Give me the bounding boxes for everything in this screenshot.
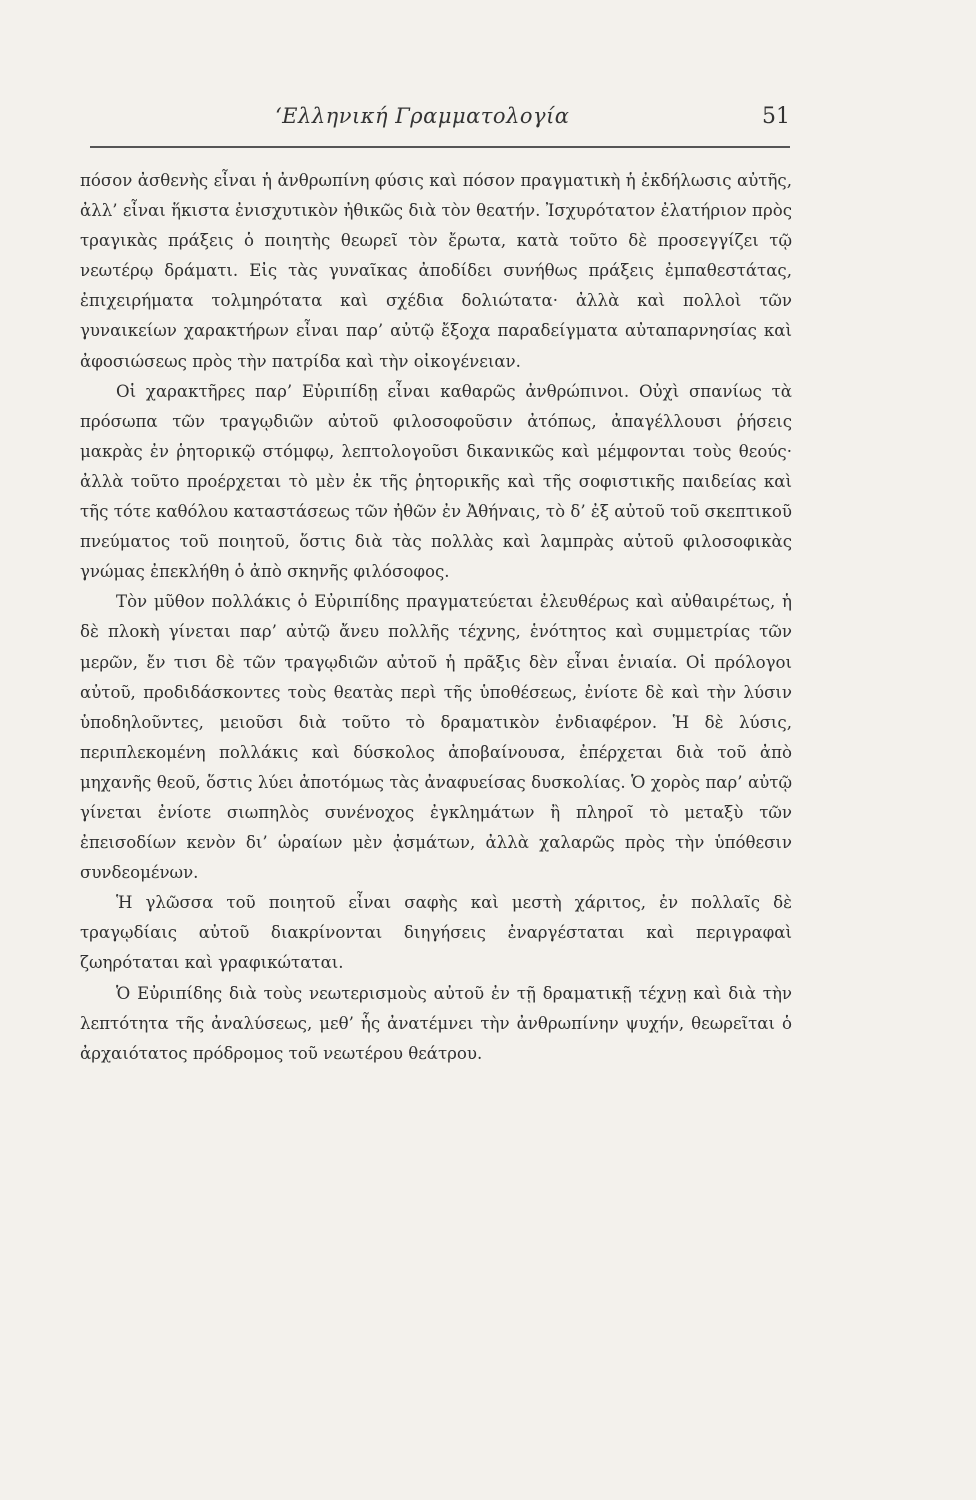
paragraph-1: πόσον ἀσθενὴς εἶναι ἡ ἀνθρωπίνη φύσις καὶ πόσον πραγματικὴ ἡ ἐκδήλωσις αὐτῆς, ἀλλ’ εἶναι ἥκιστα ἐνισχυτικὸν ἠθικῶς διὰ τὸν θεατήν. Ἰσχυρότατον ἐλατήριον πρὸς τραγικὰς πράξεις ὁ ποιητὴς θεωρεῖ τὸν ἔρωτα, κατὰ τοῦτο δὲ προσεγγίζει τῷ νεωτέρῳ δράματι. Εἰς τὰς γυναῖκας ἀποδίδει συνήθως πράξεις ἐμπαθεστάτας, ἐπιχειρήματα τολμηρότατα καὶ σχέδια δολιώτατα· ἀλλὰ καὶ πολλοὶ τῶν γυναικείων χαρακτήρων εἶναι παρ’ αὐτῷ ἔξοχα παραδείγματα αὐταπαρνησίας καὶ ἀφοσιώσεως πρὸς τὴν πατρίδα καὶ τὴν οἰκογένειαν.: [80, 171, 792, 371]
paragraph-3: Τὸν μῦθον πολλάκις ὁ Εὐριπίδης πραγματεύεται ἐλευθέρως καὶ αὐθαιρέτως, ἡ δὲ πλοκὴ γίνεται παρ’ αὐτῷ ἄνευ πολλῆς τέχνης, ἑνότητος καὶ συμμετρίας τῶν μερῶν, ἔν τισι δὲ τῶν τραγῳδιῶν αὐτοῦ ἡ πρᾶξις δὲν εἶναι ἑνιαία. Οἱ πρόλογοι αὐτοῦ, προδιδάσκοντες τοὺς θεατὰς περὶ τῆς ὑποθέσεως, ἐνίοτε δὲ καὶ τὴν λύσιν ὑποδηλοῦντες, μειοῦσι διὰ τοῦτο τὸ δραματικὸν ἐνδιαφέρον. Ἡ δὲ λύσις, περιπλεκομένη πολλάκις καὶ δύσκολος ἀποβαίνουσα, ἐπέρχεται διὰ τοῦ ἀπὸ μηχανῆς θεοῦ, ὅστις λύει ἀποτόμως τὰς ἀναφυείσας δυσκολίας. Ὁ χορὸς παρ’ αὐτῷ γίνεται ἐνίοτε σιωπηλὸς συνένοχος ἐγκλημάτων ἢ πληροῖ τὸ μεταξὺ τῶν ἐπεισοδίων κενὸν δι’ ὡραίων μὲν ᾀσμάτων, ἀλλὰ χαλαρῶς πρὸς τὴν ὑπόθεσιν συνδεομένων.: [80, 592, 792, 883]
body-text: [80, 166, 792, 1069]
paragraph-5: Ὁ Εὐριπίδης διὰ τοὺς νεωτερισμοὺς αὐτοῦ ἐν τῇ δραματικῇ τέχνῃ καὶ διὰ τὴν λεπτότητα τῆς ἀναλύσεως, μεθ’ ἧς ἀνατέμνει τὴν ἀνθρωπίνην ψυχήν, θεωρεῖται ὁ ἀρχαιότατος πρόδρομος τοῦ νεωτέρου θεάτρου.: [80, 983, 792, 1063]
page-number: 51: [762, 104, 790, 129]
paragraph-2: Οἱ χαρακτῆρες παρ’ Εὐριπίδῃ εἶναι καθαρῶς ἀνθρώπινοι. Οὐχὶ σπανίως τὰ πρόσωπα τῶν τραγῳδιῶν αὐτοῦ φιλοσοφοῦσιν ἀτόπως, ἀπαγέλλουσι ῥήσεις μακρὰς ἐν ῥητορικῷ στόμφῳ, λεπτολογοῦσι δικανικῶς καὶ μέμφονται τοὺς θεούς· ἀλλὰ τοῦτο προέρχεται τὸ μὲν ἐκ τῆς ῥητορικῆς καὶ τῆς σοφιστικῆς παιδείας καὶ τῆς τότε καθόλου καταστάσεως τῶν ἠθῶν ἐν Ἀθήναις, τὸ δ’ ἐξ αὐτοῦ τοῦ σκεπτικοῦ πνεύματος τοῦ ποιητοῦ, ὅστις διὰ τὰς πολλὰς καὶ λαμπρὰς αὐτοῦ φιλοσοφικὰς γνώμας ἐπεκλήθη ὁ ἀπὸ σκηνῆς φιλόσοφος.: [80, 381, 792, 582]
paragraph-4: Ἡ γλῶσσα τοῦ ποιητοῦ εἶναι σαφὴς καὶ μεστὴ χάριτος, ἐν πολλαῖς δὲ τραγῳδίαις αὐτοῦ διακρίνονται διηγήσεις ἐναργέσταται καὶ περιγραφαὶ ζωηρόταται καὶ γραφικώταται.: [80, 893, 792, 973]
running-title: ‘Ελληνική Γραμματολογία: [275, 104, 570, 128]
header-rule: [90, 146, 790, 148]
running-head: [90, 104, 790, 144]
